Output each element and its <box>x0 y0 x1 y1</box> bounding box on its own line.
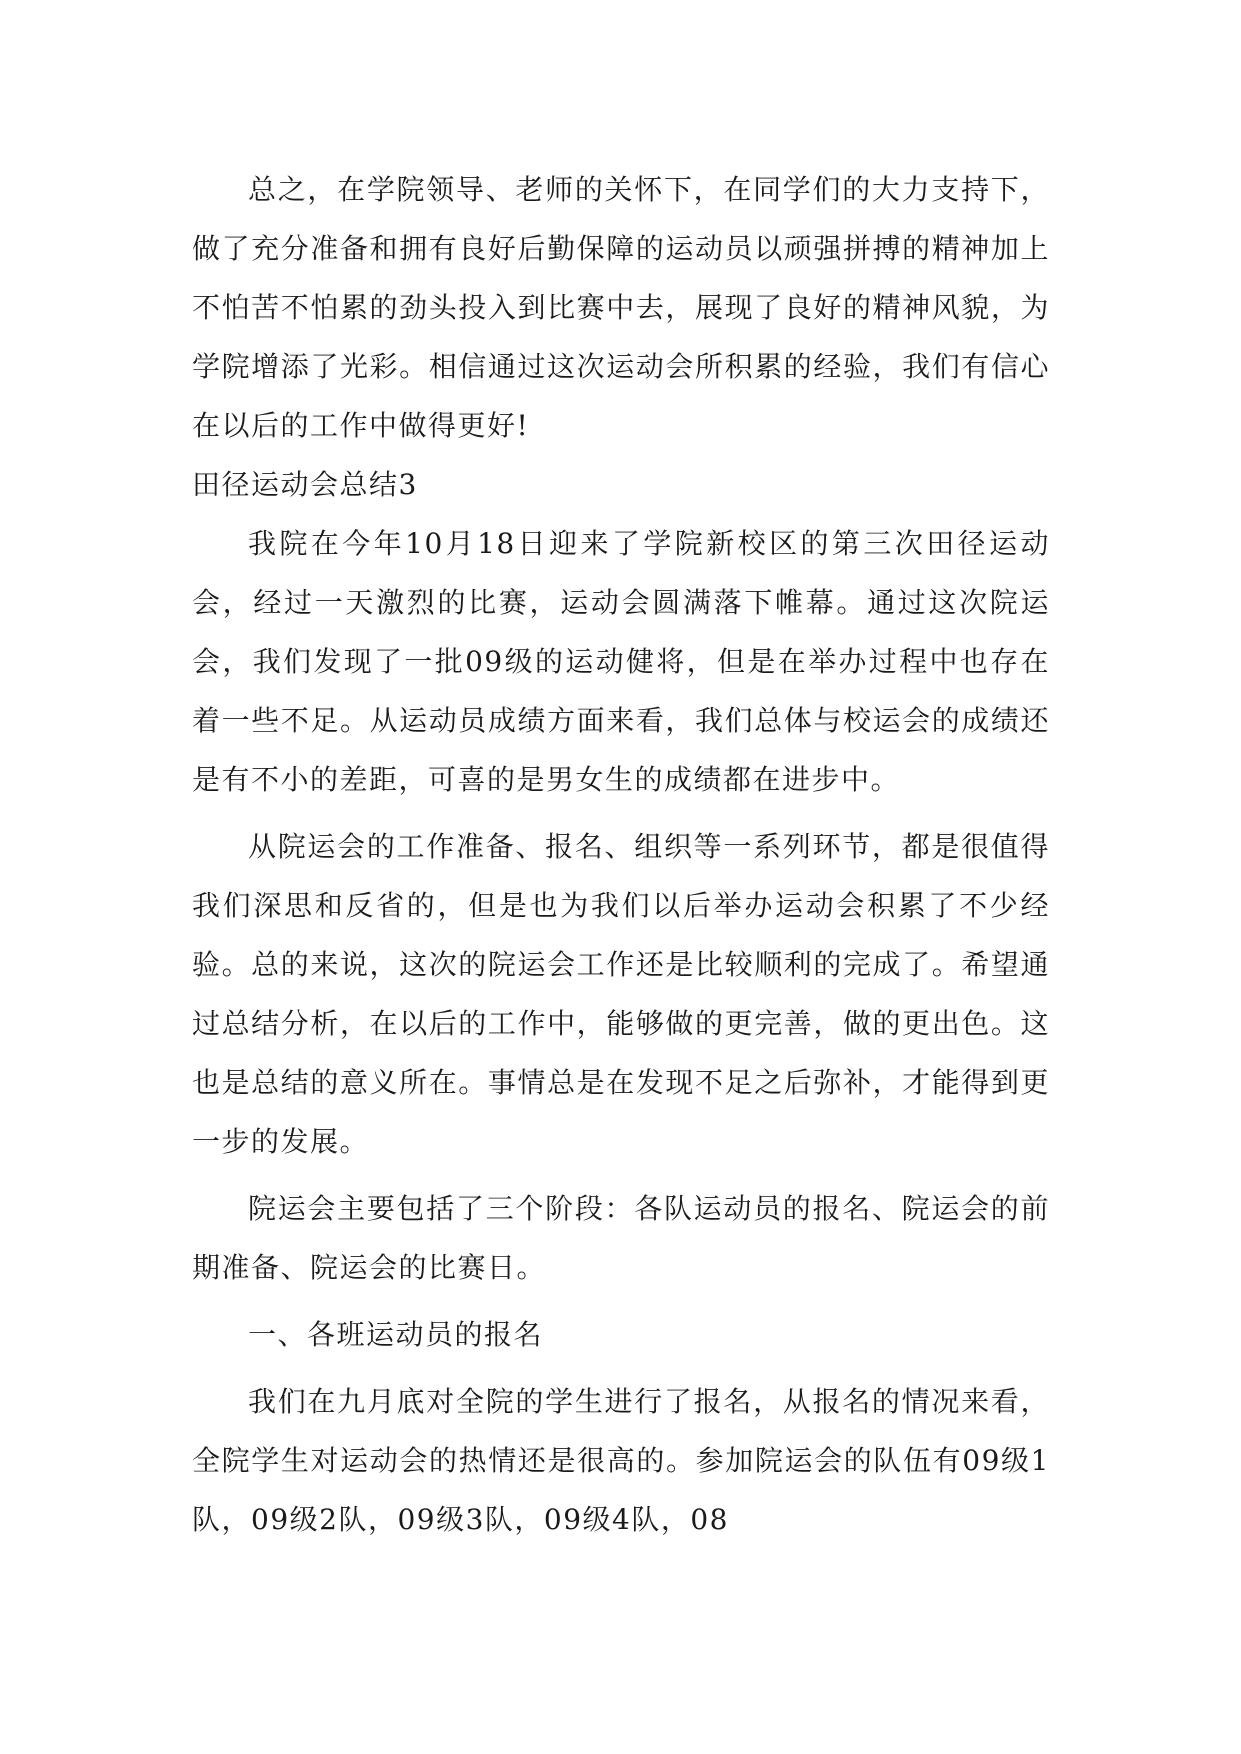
subheading-registration: 一、各班运动员的报名 <box>248 1318 544 1351</box>
paragraph-registration: 我们在九月底对全院的学生进行了报名，从报名的情况来看，全院学生对运动会的热情还是很高的。参加院运会的队伍有09级1队，09级2队，09级3队，09级4队，08 <box>192 1385 1050 1536</box>
paragraph-meet-overview: 我院在今年10月18日迎来了学院新校区的第三次田径运动会，经过一天激烈的比赛，运动会圆满落下帷幕。通过这次院运会，我们发现了一批09级的运动健将，但是在举办过程中也存在着一些不足。从运动员成绩方面来看，我们总体与校运会的成绩还是有不小的差距，可喜的是男女生的成绩都在进步中。 <box>192 527 1050 796</box>
document-body <box>192 160 1050 1549</box>
paragraph-three-stages: 院运会主要包括了三个阶段：各队运动员的报名、院运会的前期准备、院运会的比赛日。 <box>192 1192 1050 1284</box>
paragraph-reflection: 从院运会的工作准备、报名、组织等一系列环节，都是很值得我们深思和反省的，但是也为我们以后举办运动会积累了不少经验。总的来说，这次的院运会工作还是比较顺利的完成了。希望通过总结分析，在以后的工作中，能够做的更完善，做的更出色。这也是总结的意义所在。事情总是在发现不足之后弥补，才能得到更一步的发展。 <box>192 830 1050 1158</box>
section-heading: 田径运动会总结3 <box>192 468 418 501</box>
paragraph-summary-conclusion: 总之，在学院领导、老师的关怀下，在同学们的大力支持下，做了充分准备和拥有良好后勤保障的运动员以顽强拼搏的精神加上不怕苦不怕累的劲头投入到比赛中去，展现了良好的精神风貌，为学院增添了光彩。相信通过这次运动会所积累的经验，我们有信心在以后的工作中做得更好! <box>192 173 1050 442</box>
